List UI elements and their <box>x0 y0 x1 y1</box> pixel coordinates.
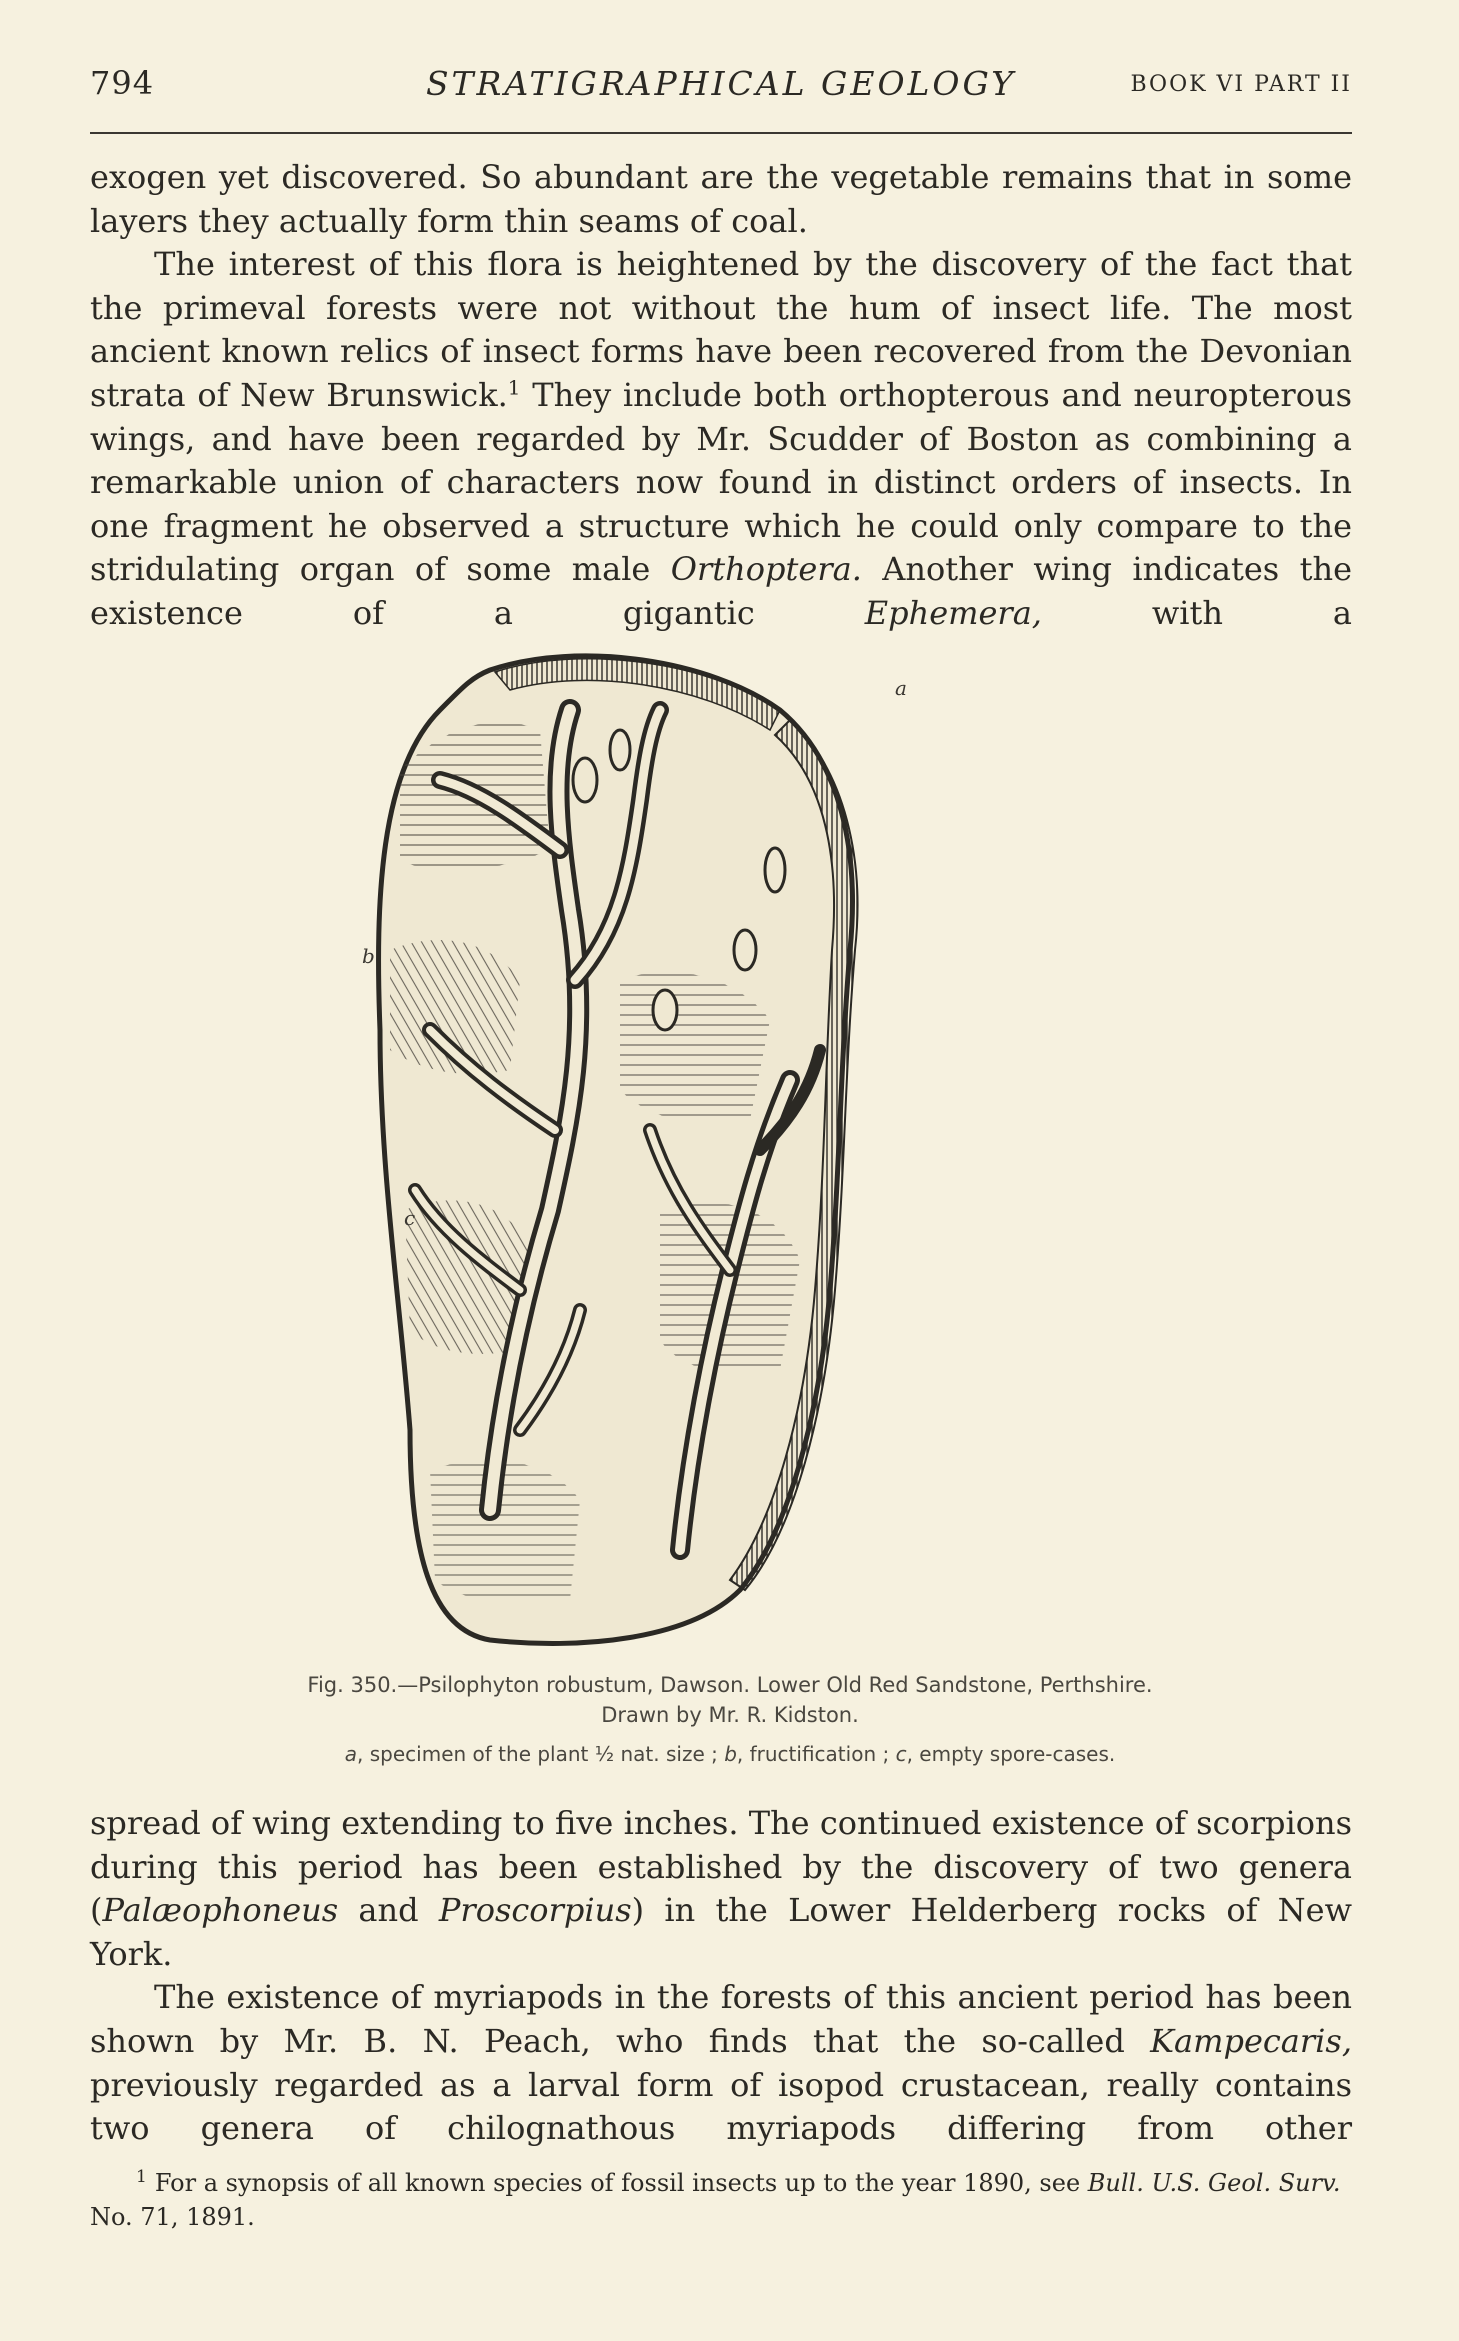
hatched-area-bottom <box>430 1460 580 1604</box>
psilophyton-drawing <box>320 650 1120 1650</box>
footnote-marker: 1 <box>136 2167 147 2187</box>
footnote: $^1$ For a synopsis of all known species of fossil insects up to the year 1890, see Bull. U.S. Geol. Surv. No. 71, 1891. <box>90 2167 1341 2231</box>
upper-body-text <box>90 156 1352 636</box>
figure-caption-credit: Drawn by Mr. R. Kidston. <box>601 1703 859 1727</box>
italic-genus-palaeophoneus: Palæophoneus <box>102 1891 339 1930</box>
page-number: 794 <box>90 64 155 102</box>
figure-label-b: b <box>362 944 375 968</box>
italic-taxon-orthoptera: Orthoptera. <box>670 550 862 589</box>
paragraph-2: The interest of this flora is heightened by the discovery of the fact that the primeval forests were not without the hum of insect life. The most ancient known relics of insect forms have been recovered from the Devonian strata of New Brunswick.$^1$ They include both orthopterous and neuropterous wings, and have been regarded by Mr. Scudder of Boston as combining a remarkable union of characters now found in distinct orders of insects. In one fragment he observed a structure which he could only compare to the stridulating organ of some male Orthoptera. Another wing indicates the existence of a gigantic Ephemera, with a <box>90 245 1353 632</box>
fossil-illustration <box>320 650 1120 1650</box>
running-title: STRATIGRAPHICAL GEOLOGY <box>425 64 1017 103</box>
paragraph-3: spread of wing extending to five inches. The continued existence of scorpions during this period has been established by the discovery of two genera (Palæophoneus and Proscorpius) in the Lower Helderberg rocks of New York. <box>90 1804 1353 1973</box>
footnote-citation: Bull. U.S. Geol. Surv. <box>1087 2169 1341 2197</box>
footnote-reference[interactable]: 1 <box>507 375 521 400</box>
italic-taxon-ephemera: Ephemera, <box>864 593 1042 632</box>
italic-genus-kampecaris: Kampecaris, <box>1150 2021 1352 2060</box>
figure-label-c: c <box>404 1206 416 1230</box>
running-header <box>90 64 1352 112</box>
figure-caption-legend: a, specimen of the plant ½ nat. size ; b, fructification ; c, empty spore-cases. <box>344 1742 1116 1766</box>
book-part-label: BOOK VI PART II <box>1130 72 1352 97</box>
header-rule <box>90 132 1352 134</box>
paragraph-1: exogen yet discovered. So abundant are the vegetable remains that in some layers they actually form thin seams of coal. <box>90 158 1352 240</box>
figure-caption-title: Fig. 350.—Psilophyton robustum, Dawson. Lower Old Red Sandstone, Perthshire. <box>307 1673 1153 1697</box>
figure-label-a: a <box>895 676 907 700</box>
lower-body-text <box>90 1802 1352 2151</box>
paragraph-4: The existence of myriapods in the forests of this ancient period has been shown by Mr. B. N. Peach, who finds that the so-called Kampecaris, previously regarded as a larval form of isopod crustacean, really contains two genera of chilognathous myriapods differing from other <box>90 1978 1352 2148</box>
italic-genus-proscorpius: Proscorpius <box>438 1891 632 1930</box>
